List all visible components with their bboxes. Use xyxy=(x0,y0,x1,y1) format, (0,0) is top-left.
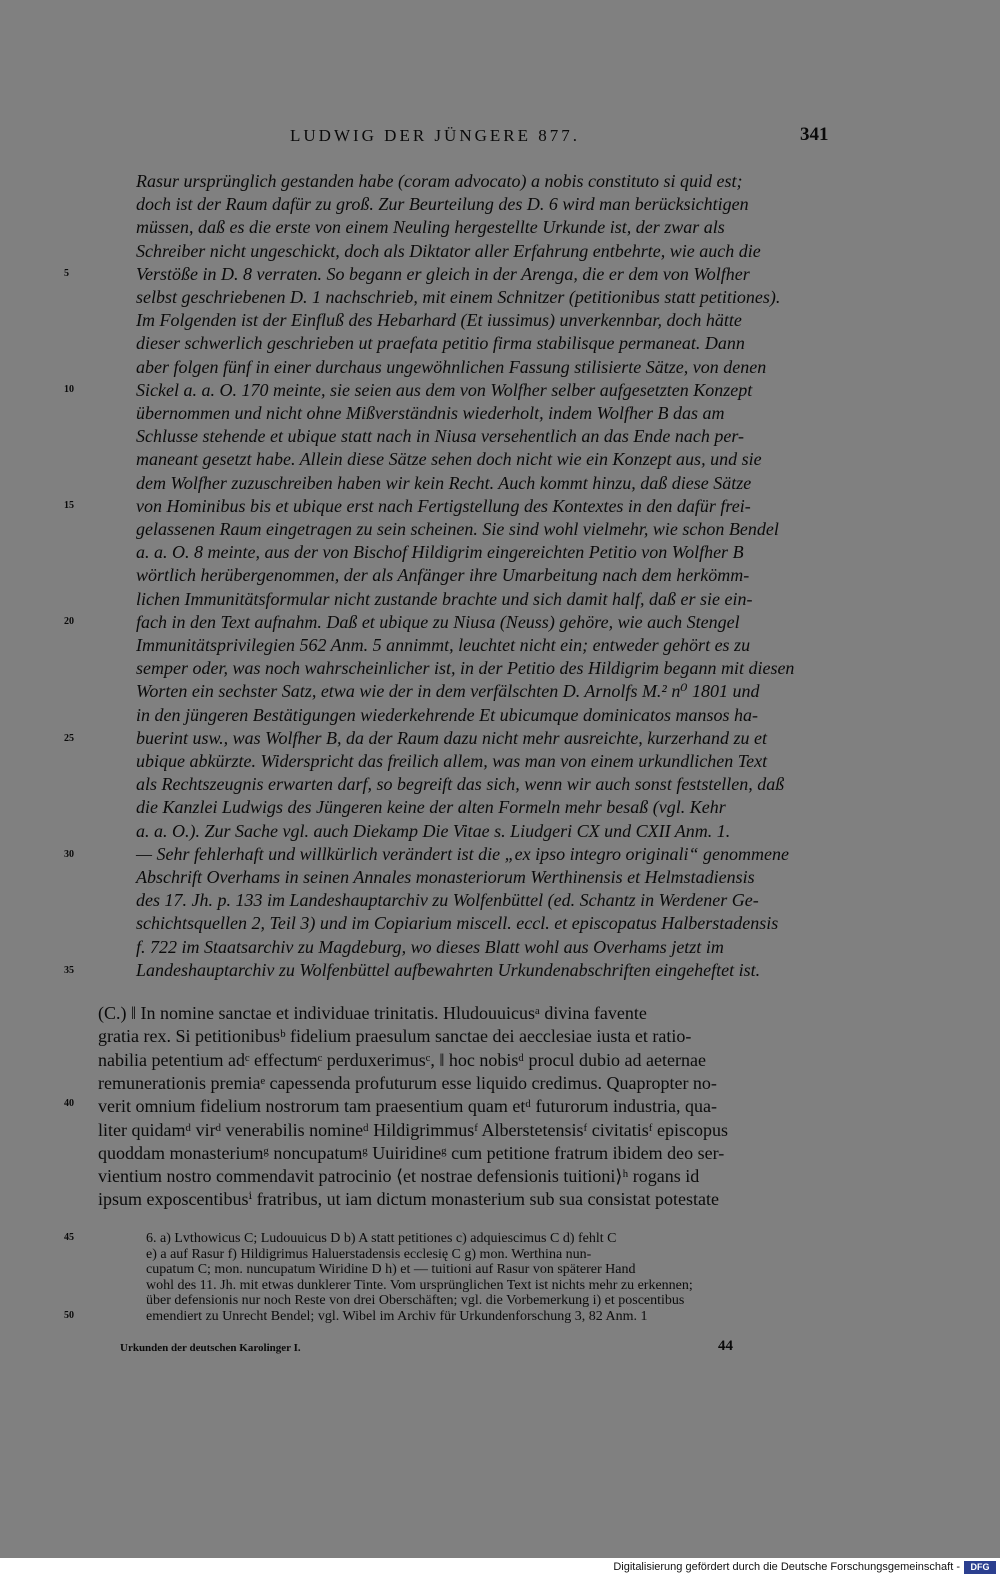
charter-line: quoddam monasteriumᵍ noncupatumᵍ Uuiridineᵍ cum petitione fratrum ibidem deo ser- xyxy=(98,1142,725,1163)
charter-line: gratia rex. Si petitionibusᵇ fidelium praesulum sanctae dei aecclesiae iusta et ratio- xyxy=(98,1026,692,1047)
commentary-line: maneant gesetzt habe. Allein diese Sätze sehen doch nicht wie ein Konzept aus, und sie xyxy=(136,449,762,470)
line-number: 35 xyxy=(64,965,74,976)
charter-line: nabilia petentium adᶜ effectumᶜ perduxerimusᶜ, ‖ hoc nobisᵈ procul dubio ad aeternae xyxy=(98,1049,706,1070)
digitization-note: Digitalisierung gefördert durch die Deutsche Forschungsgemeinschaft - xyxy=(613,1561,960,1573)
charter-line: vientium nostro commendavit patrocinio ⟨et nostrae defensionis tuitioni⟩ʰ rogans id xyxy=(98,1166,700,1187)
commentary-line: a. a. O.). Zur Sache vgl. auch Diekamp Die Vitae s. Liudgeri CX und CXII Anm. 1. xyxy=(136,820,731,841)
digitization-bar xyxy=(0,1558,1000,1578)
footnote-line: über defensionis nur noch Reste von drei Oberschäften; vgl. die Vorbemerkung i) et poscentibus xyxy=(146,1293,685,1309)
commentary-line: Schlusse stehende et ubique statt nach in Niusa versehentlich an das Ende nach per- xyxy=(136,426,745,447)
commentary-line: selbst geschriebenen D. 1 nachschrieb, mit einem Schnitzer (petitionibus statt petitiones). xyxy=(136,287,781,307)
commentary-line: dem Wolfher zuzuschreiben haben wir kein Recht. Auch kommt hinzu, daß diese Sätze xyxy=(136,472,752,493)
commentary-line: dieser schwerlich geschrieben ut praefata petitio firma stabilisque permaneat. Dann xyxy=(136,333,745,354)
commentary-line: lichen Immunitätsformular nicht zustande brachte und sich damit half, daß er sie ein- xyxy=(136,588,753,609)
line-number: 20 xyxy=(64,616,74,627)
commentary-line: Abschrift Overhams in seinen Annales monasteriorum Werthinensis et Helmstadiensis xyxy=(136,867,755,887)
dfg-logo: DFG xyxy=(964,1561,996,1574)
line-number: 10 xyxy=(64,384,74,395)
commentary-line: die Kanzlei Ludwigs des Jüngeren keine der alten Formeln mehr besaß (vgl. Kehr xyxy=(136,797,726,818)
commentary-line: Rasur ursprünglich gestanden habe (coram advocato) a nobis constituto si quid est; xyxy=(136,171,743,191)
charter-line: (C.) ‖ In nomine sanctae et individuae trinitatis. Hludouuicusᵃ divina favente xyxy=(98,1003,647,1023)
commentary-line: des 17. Jh. p. 133 im Landeshauptarchiv zu Wolfenbüttel (ed. Schantz in Werdener Ge- xyxy=(136,890,759,911)
commentary-line: f. 722 im Staatsarchiv zu Magdeburg, wo dieses Blatt wohl aus Overhams jetzt im xyxy=(136,936,724,957)
footnote-line: emendiert zu Unrecht Bendel; vgl. Wibel im Archiv für Urkundenforschung 3, 82 Anm. 1 xyxy=(146,1309,648,1324)
footnote-line: wohl des 11. Jh. mit etwas dunklerer Tinte. Vom ursprünglichen Text ist nichts mehr zu erkennen; xyxy=(146,1277,693,1293)
commentary-line: von Hominibus bis et ubique erst nach Fertigstellung des Kontextes in den dafür frei- xyxy=(136,495,751,516)
charter-line: ipsum exposcentibusⁱ fratribus, ut iam dictum monasterium sub sua consistat potestate xyxy=(98,1189,720,1210)
commentary-line: übernommen und nicht ohne Mißverständnis wiederholt, indem Wolfher B das am xyxy=(136,403,725,423)
commentary-line: Landeshauptarchiv zu Wolfenbüttel aufbewahrten Urkundenabschriften eingeheftet ist. xyxy=(136,959,761,980)
line-number: 30 xyxy=(64,849,74,860)
commentary-line: müssen, daß es die erste von einem Neuling hergestellte Urkunde ist, der zwar als xyxy=(136,217,725,238)
footnote-line: 6. a) Lvthowicus C; Ludouuicus D b) A statt petitiones c) adquiescimus C d) fehlt C xyxy=(146,1231,617,1246)
commentary-line: schichtsquellen 2, Teil 3) und im Copiarium miscell. eccl. et episcopatus Halberstadensis xyxy=(136,913,779,934)
commentary-line: Immunitätsprivilegien 562 Anm. 5 annimmt, leuchtet nicht ein; entweder gehört es zu xyxy=(136,635,751,655)
commentary-line: Schreiber nicht ungeschickt, doch als Diktator aller Erfahrung entbehrte, wie auch die xyxy=(136,240,761,261)
line-number: 15 xyxy=(64,500,74,511)
page-number: 341 xyxy=(800,124,829,145)
footnote-line: cupatum C; mon. nuncupatum Wiridine D h) et — tuitioni auf Rasur von späterer Hand xyxy=(146,1262,636,1278)
commentary-line: semper oder, was noch wahrscheinlicher ist, in der Petitio des Hildigrim begann mit diesen xyxy=(136,658,795,679)
sheet-signature: 44 xyxy=(718,1338,733,1354)
commentary-line: doch ist der Raum dafür zu groß. Zur Beurteilung des D. 6 wird man berücksichtigen xyxy=(136,194,749,215)
line-number: 40 xyxy=(64,1098,74,1109)
commentary-line: gelassenen Raum eingetragen zu sein scheinen. Sie sind wohl vielmehr, wie schon Bendel xyxy=(136,519,779,539)
commentary-line: Sickel a. a. O. 170 meinte, sie seien aus dem von Wolfher selber aufgesetzten Konzept xyxy=(136,379,753,400)
commentary-line: — Sehr fehlerhaft und willkürlich verändert ist die „ex ipso integro originali“ genommene xyxy=(136,843,789,864)
commentary-line: Verstöße in D. 8 verraten. So begann er gleich in der Arenga, die er dem von Wolfher xyxy=(136,263,750,284)
commentary-line: aber folgen fünf in einer durchaus ungewöhnlichen Fassung stilisierte Sätze, von denen xyxy=(136,356,767,377)
series-title: Urkunden der deutschen Karolinger I. xyxy=(120,1342,301,1354)
commentary-line: als Rechtszeugnis erwarten darf, so begreift das sich, wenn wir auch sonst feststellen, daß xyxy=(136,774,785,795)
charter-line: verit omnium fidelium nostrorum tam praesentium quam etᵈ futurorum industria, qua- xyxy=(98,1096,717,1117)
footnote-line: e) a auf Rasur f) Hildigrimus Haluerstadensis ecclesię C g) mon. Werthina nun- xyxy=(146,1246,592,1262)
line-number: 5 xyxy=(64,268,69,279)
commentary-line: wörtlich herübergenommen, der als Anfänger ihre Umarbeitung nach dem herkömm- xyxy=(136,565,750,586)
line-number: 50 xyxy=(64,1310,74,1321)
charter-line: liter quidamᵈ virᵈ venerabilis nomineᵈ Hildigrimmusᶠ Alberstetensisᶠ civitatisᶠ episcopus xyxy=(98,1119,728,1140)
commentary-line: Worten ein sechster Satz, etwa wie der in dem verfälschten D. Arnolfs M.² n⁰ 1801 und xyxy=(136,681,760,702)
commentary-line: buerint usw., was Wolfher B, da der Raum dazu nicht mehr ausreichte, kurzerhand zu et xyxy=(136,727,767,748)
commentary-line: fach in den Text aufnahm. Daß et ubique zu Niusa (Neuss) gehöre, wie auch Stengel xyxy=(136,611,740,632)
charter-line: remunerationis premiaᵉ capessenda profuturum esse liquido credimus. Quapropter no- xyxy=(98,1072,717,1093)
commentary-line: in den jüngeren Bestätigungen wiederkehrende Et ubicumque dominicatos mansos ha- xyxy=(136,704,759,725)
line-number: 45 xyxy=(64,1232,74,1243)
commentary-line: ubique abkürzte. Widerspricht das freilich allem, was man von einem urkundlichen Text xyxy=(136,751,768,771)
running-title: LUDWIG DER JÜNGERE 877. xyxy=(290,126,580,145)
line-number: 25 xyxy=(64,733,74,744)
commentary-line: a. a. O. 8 meinte, aus der von Bischof Hildigrim eingereichten Petitio von Wolfher B xyxy=(136,542,744,563)
commentary-line: Im Folgenden ist der Einfluß des Hebarhard (Et iussimus) unverkennbar, doch hätte xyxy=(136,310,742,331)
